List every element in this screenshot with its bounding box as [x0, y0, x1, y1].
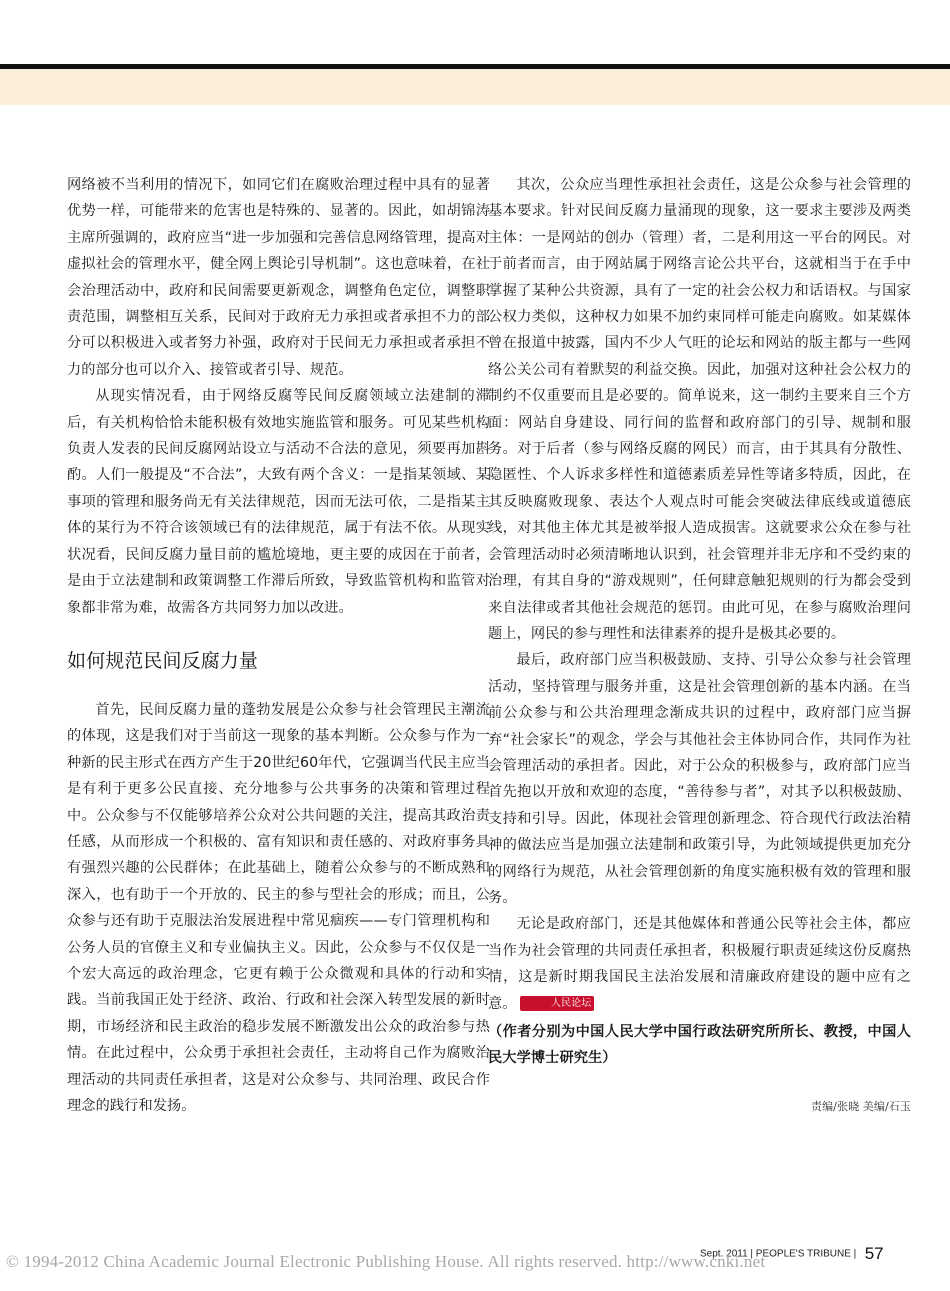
editor-credit: 责编/张晓 美编/石玉 — [810, 1099, 911, 1113]
section-heading: 如何规范民间反腐力量 — [67, 649, 259, 672]
header-band — [0, 69, 950, 105]
paragraph: 最后，政府部门应当积极鼓励、支持、引导公众参与社会管理活动，坚持管理与服务并重，这是社会管理创新的基本内涵。在当前公众参与和公共治理理念渐成共识的过程中，政府部门应当摒弃“社会家长”的观念，学会与其他社会主体协同合作，共同作为社会管理活动的承担者。因此，对于公众的积极参与，政府部门应当首先抱以开放和欢迎的态度，“善待参与者”，对其予以积极鼓励、支持和引导。因此，体现社会管理创新理念、符合现代行政法治精神的做法应当是加强立法建制和政策引导，为此领域提供更加充分的网络行为规范，从社会管理创新的角度实施积极有效的管理和服务。 — [488, 652, 911, 906]
paragraph: 其次，公众应当理性承担社会责任，这是公众参与社会管理的基本要求。针对民间反腐力量涌现的现象，这一要求主要涉及两类主体：一是网站的创办（管理）者，二是利用这一平台的网民。对于前者而言，由于网站属于网络言论公共平台，这就相当于在手中掌握了某种公共资源，具有了一定的社会公权力和话语权。与国家公权力类似，这种权力如果不加约束同样可能走向腐败。如某媒体曾在报道中披露，国内不少人气旺的论坛和网站的版主都与一些网络公关公司有着默契的利益交换。因此，加强对这种社会公权力的制约不仅重要而且是必要的。简单说来，这一制约主要来自三个方面：网站自身建设、同行间的监督和政府部门的引导、规制和服务。对于后者（参与网络反腐的网民）而言，由于其具有分散性、隐匿性、个人诉求多样性和道德素质差异性等诸多特质，因此，在其反映腐败现象、表达个人观点时可能会突破法律底线或道德底线，对其他主体尤其是被举报人造成损害。这就要求公众在参与社会管理活动时必须清晰地认识到，社会管理并非无序和不受约束的治理，有其自身的“游戏规则”，任何肆意触犯规则的行为都会受到来自法律或者其他社会规范的惩罚。由此可见，在参与腐败治理问题上，网民的参与理性和法律素养的提升是极其必要的。 — [488, 177, 911, 642]
page-number: 57 — [864, 1244, 884, 1263]
author-note: （作者分别为中国人民大学中国行政法研究所所长、教授，中国人民大学博士研究生） — [488, 1024, 911, 1067]
closing-paragraph — [488, 911, 911, 1017]
paragraph: 首先，民间反腐力量的蓬勃发展是公众参与社会管理民主潮流的体现，这是我们对于当前这一现象的基本判断。公众参与作为一种新的民主形式在西方产生于20世纪60年代，它强调当代民主应当是有利于更多公民直接、充分地参与公共事务的决策和管理过程中。公众参与不仅能够培养公众对公共问题的关注，提高其政治责任感，从而形成一个积极的、富有知识和责任感的、对政府事务具有强烈兴趣的公民群体；在此基础上，随着公众参与的不断成熟和深入，也有助于一个开放的、民主的参与型社会的形成；而且，公众参与还有助于克服法治发展进程中常见痼疾——专门管理机构和公务人员的官僚主义和专业偏执主义。因此，公众参与不仅仅是一个宏大高远的政治理念，它更有赖于公众微观和具体的行动和实践。当前我国正处于经济、政治、行政和社会深入转型发展的新时期，市场经济和民主政治的稳步发展不断激发出公众的政治参与热情。在此过程中，公众勇于承担社会责任，主动将自己作为腐败治理活动的共同责任承担者，这是对公众参与、共同治理、政民合作理念的践行和发扬。 — [67, 701, 490, 1114]
paragraph: 网络被不当利用的情况下，如同它们在腐败治理过程中具有的显著优势一样，可能带来的危害也是特殊的、显著的。因此，如胡锦涛主席所强调的，政府应当“进一步加强和完善信息网络管理，提高对虚拟社会的管理水平，健全网上舆论引导机制”。这也意味着，在社会治理活动中，政府和民间需要更新观念，调整角色定位，调整职责范围，调整相互关系，民间对于政府无力承担或者承担不力的部分可以积极进入或者努力补强，政府对于民间无力承担或者承担不力的部分也可以介入、接管或者引导、规范。 — [67, 177, 490, 378]
left-column — [67, 172, 490, 1119]
paragraph: 从现实情况看，由于网络反腐等民间反腐领域立法建制的滞后，有关机构恰恰未能积极有效地实施监管和服务。可见某些机构负责人发表的民间反腐网站设立与活动不合法的意见，须要再加斟酌。人们一般提及“不合法”，大致有两个含义：一是指某领域、某事项的管理和服务尚无有关法律规范，因而无法可依，二是指某主体的某行为不符合该领域已有的法律规范，属于有法不依。从现实状况看，民间反腐力量目前的尴尬境地，更主要的成因在于前者，是由于立法建制和政策调整工作滞后所致，导致监管机构和监管对象都非常为难，故需各方共同努力加以改进。 — [67, 388, 490, 616]
peoples-tribune-logo: 人民论坛 — [520, 996, 595, 1011]
copyright-watermark: © 1994-2012 China Academic Journal Electronic Publishing House. All rights reserved. http://www.cnki.net — [6, 1252, 766, 1271]
paragraph-text: 无论是政府部门，还是其他媒体和普通公民等社会主体，都应当作为社会管理的共同责任承担者，积极履行职责延续这份反腐热情，这是新时期我国民主法治发展和清廉政府建设的题中应有之意。 — [488, 916, 911, 1012]
issue-label: Sept. 2011 | PEOPLE'S TRIBUNE | — [700, 1248, 857, 1260]
right-column — [488, 172, 911, 1120]
